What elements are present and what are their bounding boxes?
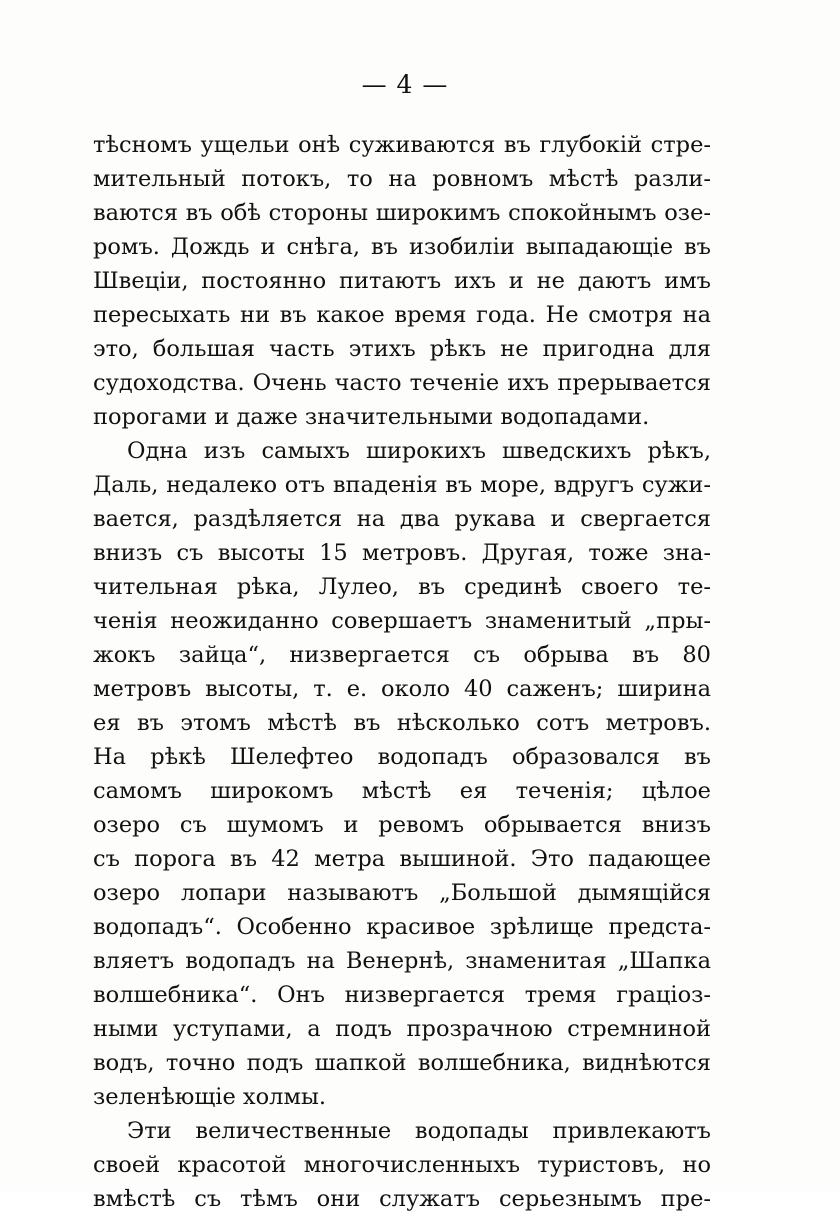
text-line: метровъ высоты, т. е. около 40 саженъ; ширина <box>93 676 711 702</box>
text-line: ными уступами, а подъ прозрачною стремниной <box>93 1016 711 1042</box>
text-line: это, большая часть этихъ рѣкъ не пригодна для <box>93 336 711 362</box>
text-line: водъ, точно подъ шапкой волшебника, виднѣются <box>93 1050 711 1076</box>
text-line: пересыхать ни въ какое время года. Не смотря на <box>93 302 711 328</box>
text-line: внизъ съ высоты 15 метровъ. Другая, тоже зна- <box>93 540 711 566</box>
text-line: ченія неожиданно совершаетъ знаменитый „пры- <box>93 608 711 634</box>
text-line: вается, раздѣляется на два рукава и свергается <box>93 506 711 532</box>
text-line: мительный потокъ, то на ровномъ мѣстѣ разли- <box>93 166 711 192</box>
text-line: волшебника“. Онъ низвергается тремя граціоз- <box>93 982 711 1008</box>
text-line: вмѣстѣ съ тѣмъ они служатъ серьезнымъ пре- <box>93 1186 711 1212</box>
text-line: зеленѣющіе холмы. <box>93 1084 327 1110</box>
text-line: чительная рѣка, Лулео, въ срединѣ своего те- <box>93 574 711 600</box>
text-line: озеро съ шумомъ и ревомъ обрывается внизъ <box>93 812 711 838</box>
paragraph <box>93 434 711 1114</box>
text-line: Швеціи, постоянно питаютъ ихъ и не даютъ имъ <box>93 268 711 294</box>
text-line: Даль, недалеко отъ впаденія въ море, вдругъ сужи- <box>93 472 711 498</box>
text-line: Эти величественные водопады привлекаютъ <box>127 1118 711 1144</box>
page-number: — 4 — <box>361 70 449 99</box>
text-line: судоходства. Очень часто теченіе ихъ прерывается <box>93 370 711 396</box>
paragraph <box>93 1114 711 1216</box>
text-line: жокъ зайца“, низвергается съ обрыва въ 80 <box>93 642 711 668</box>
text-line: ея въ этомъ мѣстѣ въ нѣсколько сотъ метровъ. <box>93 710 711 736</box>
text-line: самомъ широкомъ мѣстѣ ея теченія; цѣлое <box>93 778 711 804</box>
text-line: водопадъ“. Особенно красивое зрѣлище предста- <box>93 914 711 940</box>
text-line: вляетъ водопадъ на Венернѣ, знаменитая „Шапка <box>93 948 711 974</box>
text-line: тѣсномъ ущельи онѣ суживаются въ глубокій стре- <box>93 132 711 158</box>
text-line: ромъ. Дождь и снѣга, въ изобиліи выпадающіе въ <box>93 234 711 260</box>
text-line: Одна изъ самыхъ широкихъ шведскихъ рѣкъ, <box>127 438 711 464</box>
text-line: ваются въ обѣ стороны широкимъ спокойнымъ озе- <box>93 200 711 226</box>
paragraph <box>93 128 711 434</box>
text-line: озеро лопари называютъ „Большой дымящійся <box>93 880 711 906</box>
text-line: порогами и даже значительными водопадами. <box>93 404 650 430</box>
text-line: На рѣкѣ Шелефтео водопадъ образовался въ <box>93 744 711 770</box>
text-line: съ порога въ 42 метра вышиной. Это падающее <box>93 846 711 872</box>
body-text <box>93 128 711 1216</box>
text-line: своей красотой многочисленныхъ туристовъ, но <box>93 1152 711 1178</box>
